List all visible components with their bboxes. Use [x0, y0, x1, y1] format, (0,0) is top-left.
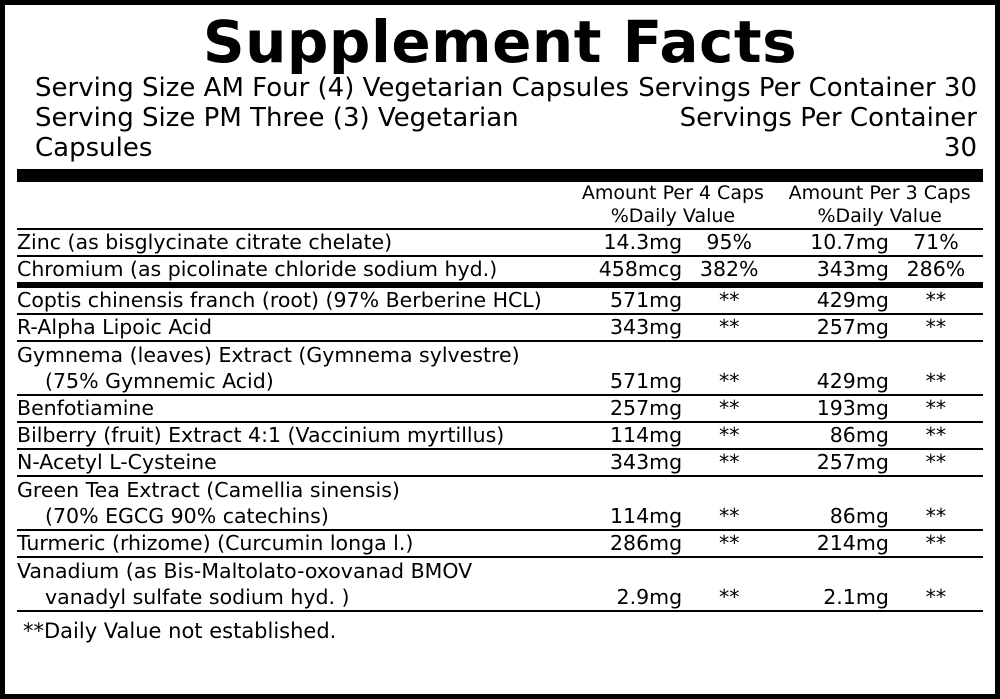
- amount-3caps: 10.7mg: [810, 230, 889, 254]
- amount-4caps: 14.3mg: [603, 230, 683, 254]
- amount-4caps: 458mcg: [598, 257, 683, 281]
- amount-4caps: 571mg: [610, 369, 683, 393]
- footnote: **Daily Value not established.: [23, 619, 337, 643]
- dv-3caps: **: [925, 585, 947, 609]
- dv-4caps: **: [718, 450, 740, 474]
- nutrient-name: Chromium (as picolinate chloride sodium hyd.): [17, 257, 498, 281]
- dv-3caps: **: [925, 396, 947, 420]
- nutrient-name: Benfotiamine: [17, 396, 154, 420]
- dv-4caps: **: [718, 396, 740, 420]
- amount-3caps: 429mg: [816, 369, 889, 393]
- dv-3caps: **: [925, 531, 947, 555]
- supplement-facts-content: [17, 8, 983, 644]
- header-amount-per-3-caps: Amount Per 3 Caps %Daily Value: [788, 182, 971, 227]
- nutrient-name: Coptis chinensis franch (root) (97% Berberine HCL): [17, 288, 542, 312]
- dv-3caps: 286%: [906, 257, 966, 281]
- nutrient-name: Gymnema (leaves) Extract (Gymnema sylvestre) (75% Gymnemic Acid): [17, 342, 570, 394]
- serving-row-pm: [17, 103, 983, 163]
- amount-3caps: 86mg: [829, 423, 889, 447]
- dv-4caps: **: [718, 504, 740, 528]
- dv-3caps: **: [925, 315, 947, 339]
- table-header-row: [17, 182, 983, 228]
- amount-4caps: 257mg: [610, 396, 683, 420]
- nutrient-name: Vanadium (as Bis-Maltolato-oxovanad BMOV vanadyl sulfate sodium hyd. ): [17, 558, 570, 610]
- nutrition-table: [17, 182, 983, 612]
- nutrient-name: Zinc (as bisglycinate citrate chelate): [17, 230, 393, 254]
- divider-heavy-top: [17, 169, 983, 182]
- amount-4caps: 114mg: [610, 423, 683, 447]
- table-row: [17, 396, 983, 421]
- table-row: [17, 315, 983, 340]
- dv-3caps: **: [925, 288, 947, 312]
- amount-3caps: 257mg: [816, 450, 889, 474]
- nutrient-name: Turmeric (rhizome) (Curcumin longa l.): [17, 531, 414, 555]
- amount-3caps: 343mg: [816, 257, 889, 281]
- dv-3caps: **: [925, 450, 947, 474]
- header-amount-per-4-caps: Amount Per 4 Caps %Daily Value: [581, 182, 764, 227]
- nutrient-subline: (70% EGCG 90% catechins): [45, 504, 329, 528]
- servings-per-container-am: Servings Per Container 30: [638, 73, 977, 103]
- amount-4caps: 286mg: [610, 531, 683, 555]
- serving-size-pm: Serving Size PM Three (3) Vegetarian Capsules: [35, 103, 519, 163]
- dv-4caps: 382%: [699, 257, 759, 281]
- amount-3caps: 193mg: [816, 396, 889, 420]
- table-row: [17, 342, 983, 394]
- servings-per-container-pm: Servings Per Container 30: [679, 103, 977, 163]
- amount-4caps: 343mg: [610, 450, 683, 474]
- nutrient-name: R-Alpha Lipoic Acid: [17, 315, 212, 339]
- amount-3caps: 257mg: [816, 315, 889, 339]
- page-title: Supplement Facts: [202, 8, 798, 76]
- serving-size-am: Serving Size AM Four (4) Vegetarian Capsules: [35, 73, 629, 103]
- amount-4caps: 343mg: [610, 315, 683, 339]
- dv-3caps: **: [925, 369, 947, 393]
- dv-3caps: **: [925, 423, 947, 447]
- serving-row-am: [17, 73, 983, 103]
- table-row: [17, 558, 983, 610]
- dv-3caps: **: [925, 504, 947, 528]
- table-row: [17, 230, 983, 255]
- dv-4caps: **: [718, 369, 740, 393]
- nutrient-subline: vanadyl sulfate sodium hyd. ): [45, 585, 350, 609]
- amount-4caps: 2.9mg: [616, 585, 683, 609]
- nutrient-name: N-Acetyl L-Cysteine: [17, 450, 217, 474]
- amount-4caps: 114mg: [610, 504, 683, 528]
- amount-3caps: 214mg: [816, 531, 889, 555]
- dv-4caps: **: [718, 288, 740, 312]
- table-row: [17, 288, 983, 313]
- amount-3caps: 86mg: [829, 504, 889, 528]
- dv-4caps: **: [718, 531, 740, 555]
- dv-4caps: **: [718, 585, 740, 609]
- amount-3caps: 429mg: [816, 288, 889, 312]
- dv-4caps: **: [718, 315, 740, 339]
- table-row: [17, 477, 983, 529]
- header-nutrient: [17, 182, 570, 228]
- nutrient-name: Green Tea Extract (Camellia sinensis) (70% EGCG 90% catechins): [17, 477, 570, 529]
- nutrient-name: Bilberry (fruit) Extract 4:1 (Vaccinium myrtillus): [17, 423, 505, 447]
- dv-3caps: 71%: [913, 230, 959, 254]
- table-row: [17, 531, 983, 556]
- table-row: [17, 450, 983, 475]
- table-row: [17, 257, 983, 282]
- dv-4caps: **: [718, 423, 740, 447]
- table-row: [17, 423, 983, 448]
- amount-3caps: 2.1mg: [823, 585, 889, 609]
- amount-4caps: 571mg: [610, 288, 683, 312]
- nutrient-subline: (75% Gymnemic Acid): [45, 369, 274, 393]
- dv-4caps: 95%: [706, 230, 752, 254]
